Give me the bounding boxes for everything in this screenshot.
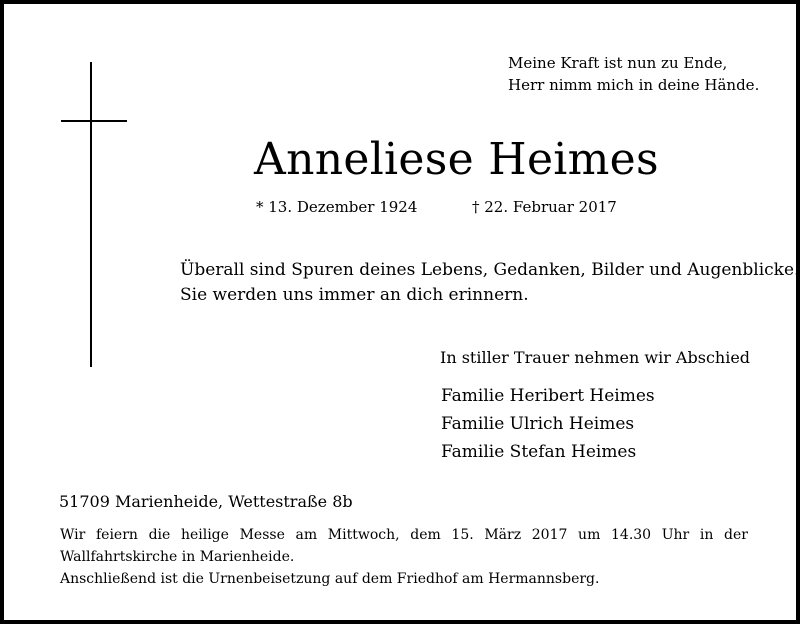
- service-line: Wir feiern die heilige Messe am Mittwoch, dem 15. März 2017 um 14.30 Uhr in der: [60, 527, 748, 543]
- motto-line: Herr nimm mich in deine Hände.: [508, 76, 760, 94]
- service-info: [60, 524, 748, 590]
- mourning-line: In stiller Trauer nehmen wir Abschied: [440, 348, 751, 367]
- family-name: Familie Ulrich Heimes: [441, 414, 635, 434]
- deceased-name: Anneliese Heimes: [254, 134, 659, 185]
- address: 51709 Marienheide, Wettestraße 8b: [59, 492, 353, 511]
- motto: [508, 52, 759, 96]
- family-name: Familie Stefan Heimes: [441, 442, 637, 462]
- birth-date: * 13. Dezember 1924: [256, 198, 418, 216]
- family-name: Familie Heribert Heimes: [441, 386, 655, 406]
- memorial-text: [180, 258, 799, 308]
- service-line: Anschließend ist die Urnenbeisetzung auf dem Friedhof am Hermannsberg.: [60, 571, 600, 587]
- memorial-line: Überall sind Spuren deines Lebens, Gedanken, Bilder und Augenblicke.: [180, 260, 800, 280]
- death-date: † 22. Februar 2017: [472, 198, 617, 216]
- cross-icon-vertical-bar: [90, 62, 92, 367]
- motto-line: Meine Kraft ist nun zu Ende,: [508, 54, 728, 72]
- memorial-line: Sie werden uns immer an dich erinnern.: [180, 285, 529, 305]
- family-list: [441, 382, 655, 466]
- cross-icon-horizontal-bar: [61, 120, 127, 122]
- service-line: Wallfahrtskirche in Marienheide.: [60, 549, 295, 565]
